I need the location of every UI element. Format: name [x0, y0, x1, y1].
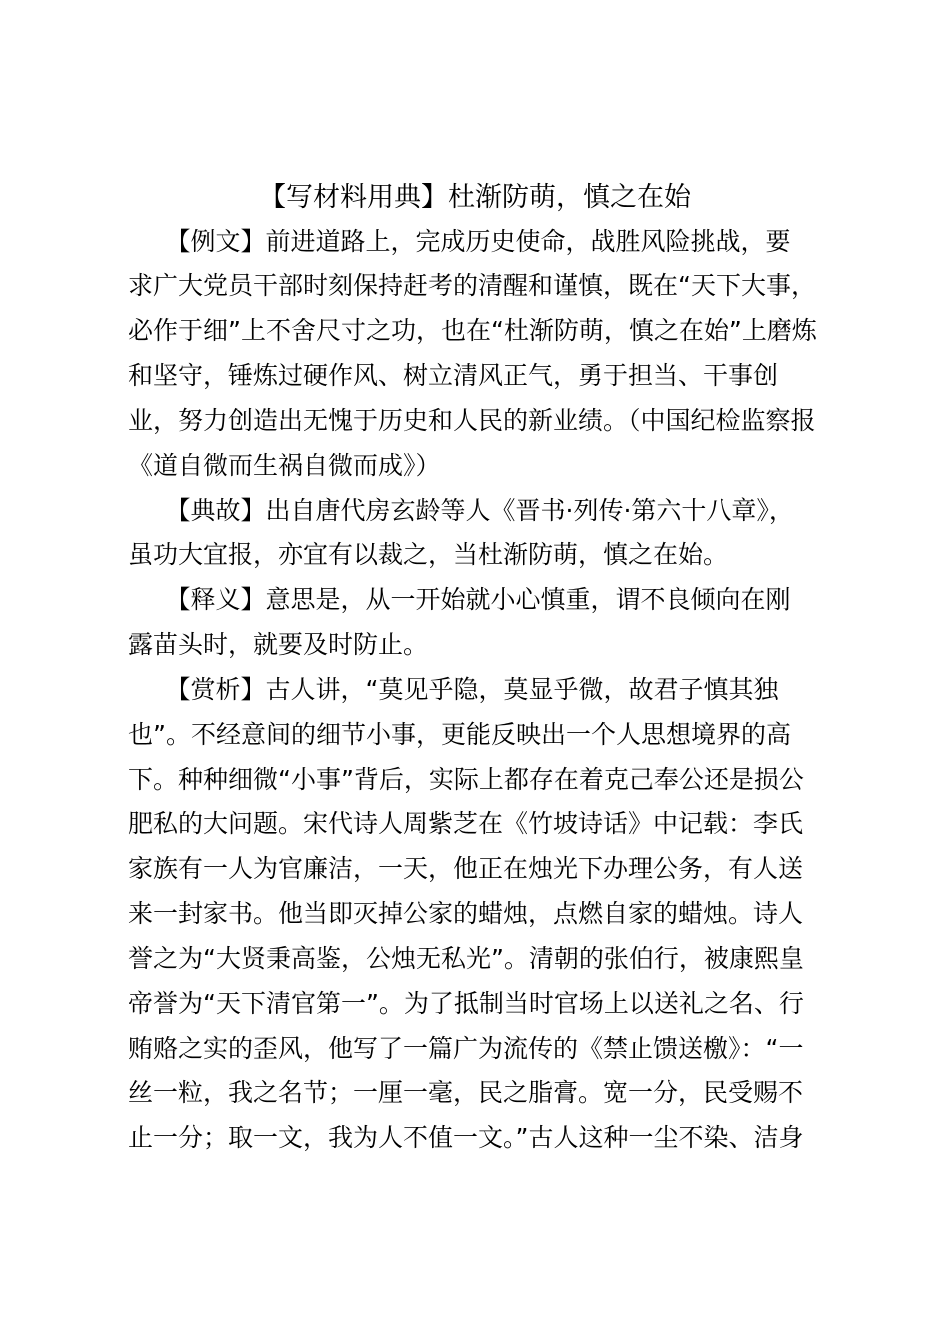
text-line: 必作于细”上不舍尺寸之功，也在“杜渐防萌，慎之在始”上磨炼: [128, 316, 817, 345]
text-line: 贿赂之实的歪风，他写了一篇广为流传的《禁止馈送檄》：“一: [128, 1034, 804, 1063]
text-line: 止一分；取一文，我为人不值一文。”古人这种一尘不染、洁身: [128, 1123, 804, 1152]
text-line: 誉之为“大贤秉高鉴，公烛无私光”。清朝的张伯行，被康熙皇: [128, 944, 804, 973]
text-line: 业，努力创造出无愧于历史和人民的新业绩。（中国纪检监察报: [128, 406, 816, 435]
text-line: 【例文】前进道路上，完成历史使命，战胜风险挑战，要: [128, 227, 791, 256]
text-line: 丝一粒，我之名节；一厘一毫，民之脂膏。宽一分，民受赐不: [128, 1078, 804, 1107]
text-line: 家族有一人为官廉洁，一天，他正在烛光下办理公务，有人送: [128, 854, 804, 883]
text-line: 也”。不经意间的细节小事，更能反映出一个人思想境界的高: [128, 720, 791, 749]
text-line: 【赏析】古人讲，“莫见乎隐，莫显乎微，故君子慎其独: [128, 675, 779, 704]
text-line: 来一封家书。他当即灭掉公家的蜡烛，点燃自家的蜡烛。诗人: [128, 899, 804, 928]
text-line: 帝誉为“天下清官第一”。为了抵制当时官场上以送礼之名、行: [128, 989, 804, 1018]
document-title: 【写材料用典】杜渐防萌，慎之在始: [259, 182, 691, 213]
text-line: 求广大党员干部时刻保持赶考的清醒和谨慎，既在“天下大事，: [128, 271, 816, 300]
text-line: 【典故】出自唐代房玄龄等人《晋书·列传·第六十八章》，: [128, 496, 794, 525]
text-line: 下。种种细微“小事”背后，实际上都存在着克己奉公还是损公: [128, 765, 804, 794]
text-line: 和坚守，锤炼过硬作风、树立清风正气，勇于担当、干事创: [128, 361, 779, 390]
text-line: 虽功大宜报，亦宜有以裁之，当杜渐防萌，慎之在始。: [128, 540, 729, 569]
text-line: 【释义】意思是，从一开始就小心慎重，谓不良倾向在刚: [128, 585, 791, 614]
text-line: 《道自微而生祸自微而成》）: [128, 451, 441, 480]
text-line: 露苗头时，就要及时防止。: [128, 630, 429, 659]
text-line: 肥私的大问题。宋代诗人周紫芝在《竹坡诗话》中记载：李氏: [128, 809, 804, 838]
